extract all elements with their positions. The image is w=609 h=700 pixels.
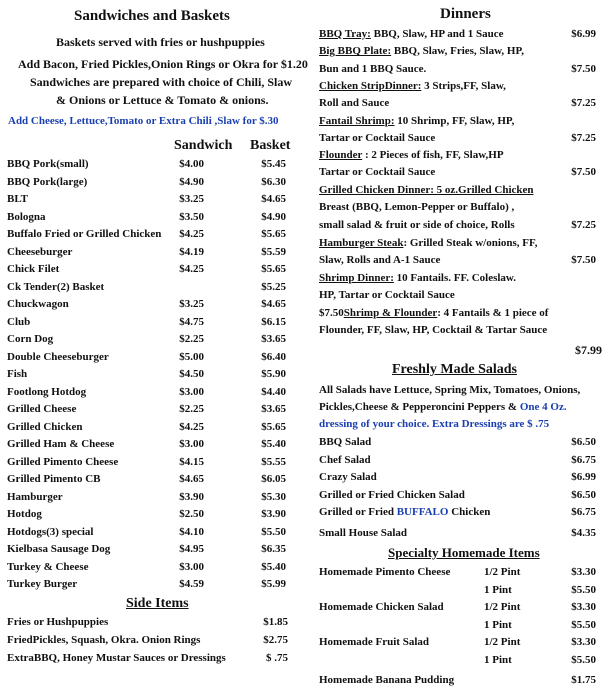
sandwich-price: $4.15 [179, 455, 204, 468]
dinner-desc: BBQ, Slaw, HP and 1 Sauce [370, 28, 504, 40]
item-name: Chick Filet [7, 263, 60, 275]
item-name: Hamburger [7, 490, 63, 503]
dinner-line1 [319, 28, 504, 40]
basket-price: $3.90 [261, 508, 286, 520]
basket-price: $5.65 [261, 420, 286, 433]
grilled-chicken-dinner-text: Grilled Chicken Dinner: 5 oz.Grilled Chicken [319, 184, 534, 196]
sandwich-price: $3.00 [179, 560, 204, 573]
basket-price: $5.65 [261, 263, 286, 275]
dinner-price: $7.50 [571, 62, 596, 75]
item-name: Double Cheeseburger [7, 350, 109, 363]
dinner-line1 [319, 45, 524, 57]
specialty-price: $5.50 [571, 653, 596, 666]
salad-name-text: Crazy Salad [319, 471, 377, 483]
shrimp-dinner-name: Shrimp Dinner: [319, 272, 394, 284]
dinner-price: $7.50 [571, 166, 596, 179]
sandwich-price: $4.59 [179, 578, 204, 590]
basket-price: $6.05 [261, 473, 286, 485]
basket-price: $5.40 [261, 560, 286, 573]
specialty-name: Homemade Pimento Cheese [319, 566, 451, 578]
item-name: Corn Dog [7, 333, 54, 345]
col-header-basket: Basket [250, 138, 291, 153]
basket-price: $4.90 [261, 210, 286, 223]
grilled-chicken-dinner-line2: Breast (BBQ, Lemon-Pepper or Buffalo) , [319, 201, 515, 213]
hamburger-steak-name: Hamburger Steak [319, 237, 404, 249]
specialty-size: 1/2 Pint [484, 601, 521, 613]
sandwich-price: $5.00 [179, 350, 204, 363]
dinner-name: Flounder [319, 149, 363, 162]
basket-price: $4.65 [261, 193, 286, 205]
basket-price: $4.65 [261, 298, 286, 310]
dinner-desc: 3 Strips,FF, Slaw, [421, 79, 506, 92]
hamburger-steak-desc: : Grilled Steak w/onions, FF, [403, 237, 538, 249]
salad-name-highlight: BUFFALO [396, 506, 449, 518]
dinner-price: $7.25 [571, 97, 596, 110]
sandwich-price: $4.75 [179, 315, 204, 328]
specialty-name: Homemade Banana Pudding [319, 674, 455, 686]
basket-price: $6.15 [261, 315, 286, 328]
dinner-line1 [319, 149, 504, 161]
shrimp-dinner-line1 [319, 272, 516, 284]
item-name: Grilled Cheese [7, 403, 77, 415]
salad-name [319, 454, 371, 466]
salad-name [319, 506, 490, 518]
item-name: BBQ Pork(large) [7, 175, 88, 188]
salad-name [319, 471, 377, 483]
item-name: Footlong Hotdog [7, 385, 87, 398]
dinner-name: BBQ Tray: [319, 28, 371, 40]
side-item-price: $1.85 [263, 616, 288, 628]
sandwich-price: $4.65 [179, 473, 204, 485]
baskets-note: Baskets served with fries or hushpuppies [56, 35, 265, 49]
sandwich-price: $4.50 [179, 368, 204, 380]
dinner-desc: 10 Shrimp, FF, Slaw, HP, [394, 114, 515, 127]
dinners-title: Dinners [440, 6, 491, 22]
salads-intro-2b: One 4 Oz. [519, 401, 567, 413]
basket-price: $5.45 [261, 158, 286, 170]
dinner-desc: BBQ, Slaw, Fries, Slaw, HP, [391, 45, 524, 58]
basket-price: $5.55 [261, 455, 286, 468]
sandwich-price: $3.00 [179, 385, 204, 398]
sandwich-price: $4.00 [179, 158, 204, 170]
sandwich-price: $4.25 [179, 228, 204, 240]
side-item-name: Fries or Hushpuppies [7, 616, 109, 628]
item-name: BBQ Pork(small) [7, 158, 89, 170]
shrimp-dinner-line2: HP, Tartar or Cocktail Sauce [319, 289, 455, 301]
basket-price: $5.50 [261, 525, 286, 538]
basket-price: $5.59 [261, 245, 286, 258]
add-ons-note: Add Bacon, Fried Pickles,Onion Rings or Okra for $1.20 [18, 57, 308, 71]
dinner-price: $6.99 [571, 28, 596, 40]
side-item-name: FriedPickles, Squash, Okra. Onion Rings [7, 634, 201, 646]
dinner-name: Fantail Shrimp: [319, 114, 395, 127]
specialty-size: 1/2 Pint [484, 566, 521, 578]
specialty-size: 1 Pint [484, 583, 512, 596]
sandwich-price: $4.25 [179, 420, 204, 433]
side-item-price: $ .75 [266, 652, 288, 664]
item-name: Chuckwagon [7, 298, 69, 310]
salad-name-text: Chef Salad [319, 453, 371, 466]
col-header-sandwich: Sandwich [174, 138, 233, 153]
basket-price: $6.30 [261, 175, 286, 188]
salad-price: $6.50 [571, 488, 596, 501]
dinner-line2: Bun and 1 BBQ Sauce. [319, 62, 427, 75]
specialty-size: 1 Pint [484, 653, 512, 666]
dinner-line2: Tartar or Cocktail Sauce [319, 166, 436, 179]
side-item-name: ExtraBBQ, Honey Mustar Sauces or Dressings [7, 652, 226, 664]
dinner-name: Chicken StripDinner: [319, 79, 422, 92]
item-name: Kielbasa Sausage Dog [7, 543, 111, 555]
item-name: Hotdog [7, 508, 42, 520]
item-name: Turkey & Cheese [7, 560, 89, 573]
basket-price: $6.35 [261, 543, 286, 555]
shrimp-dinner-price: $7.50 [319, 307, 344, 319]
basket-price: $5.40 [261, 438, 286, 450]
specialty-name: Homemade Chicken Salad [319, 601, 444, 613]
salads-intro-1: All Salads have Lettuce, Spring Mix, Tomatoes, Onions, [319, 384, 581, 396]
salad-price: $6.50 [571, 436, 596, 448]
basket-price: $3.65 [261, 403, 286, 415]
sandwich-price: $3.90 [179, 490, 204, 503]
dinner-name: Big BBQ Plate: [319, 45, 392, 58]
grilled-chicken-dinner-line3: small salad & fruit or side of choice, Rolls [319, 219, 515, 231]
salads-title: Freshly Made Salads [392, 362, 517, 377]
dinner-line1 [319, 115, 514, 127]
sandwich-price: $4.90 [179, 175, 204, 188]
dinner-line2: Roll and Sauce [319, 97, 390, 110]
item-name: Turkey Burger [7, 578, 78, 590]
dinner-line2: Tartar or Cocktail Sauce [319, 131, 436, 144]
dinner-desc: : 2 Pieces of fish, FF, Slaw,HP [362, 149, 504, 162]
basket-price: $6.40 [261, 350, 286, 363]
salads-intro-3: dressing of your choice. Extra Dressings are $ .75 [319, 418, 550, 430]
item-name: Cheeseburger [7, 245, 73, 258]
salad-price: $4.35 [571, 526, 596, 539]
item-name: Buffalo Fried or Grilled Chicken [7, 228, 162, 240]
sandwiches-title: Sandwiches and Baskets [74, 8, 230, 24]
item-name: Grilled Ham & Cheese [7, 438, 115, 450]
basket-price: $3.65 [261, 333, 286, 345]
specialty-price: $3.30 [571, 601, 596, 613]
sandwich-price: $4.95 [179, 543, 204, 555]
salad-name [319, 436, 371, 448]
dinner-line1 [319, 80, 506, 92]
side-item-price: $2.75 [263, 634, 288, 646]
item-name: BLT [7, 193, 29, 205]
item-name: Grilled Pimento CB [7, 473, 101, 485]
salads-intro-2 [319, 401, 567, 413]
basket-price: $5.99 [261, 578, 286, 590]
dinner-price: $7.25 [571, 131, 596, 144]
hamburger-steak-line2: Slaw, Rolls and A-1 Sauce [319, 254, 441, 266]
salad-name-text: Small House Salad [319, 526, 408, 539]
specialty-price: $1.75 [571, 674, 596, 686]
salads-intro-2a: Pickles,Cheese & Pepperoncini Peppers & [319, 401, 520, 413]
extras-note: Add Cheese, Lettuce,Tomato or Extra Chili ,Slaw for $.30 [8, 115, 279, 127]
sandwich-price: $2.50 [179, 508, 204, 520]
salad-name [319, 489, 465, 501]
item-name: Bologna [7, 210, 46, 223]
item-name: Hotdogs(3) special [7, 525, 94, 538]
sandwich-price: $4.10 [179, 525, 204, 538]
salad-price: $6.99 [571, 471, 596, 483]
salad-price: $6.75 [571, 506, 596, 518]
hamburger-steak-line1 [319, 237, 538, 249]
sandwich-price: $3.25 [179, 193, 204, 205]
grilled-chicken-dinner-line1 [319, 184, 534, 196]
salad-name-text: BBQ Salad [319, 436, 372, 448]
sandwich-price: $4.19 [179, 245, 204, 258]
sandwich-price: $4.25 [179, 263, 204, 275]
item-name: Fish [7, 368, 28, 380]
shrimp-flounder-name: Shrimp & Flounder [343, 307, 438, 319]
item-name: Ck Tender(2) Basket [7, 280, 105, 293]
specialty-price: $5.50 [571, 618, 596, 631]
shrimp-flounder-desc: : 4 Fantails & 1 piece of [437, 307, 549, 319]
specialty-size: 1 Pint [484, 618, 512, 631]
salad-price: $6.75 [571, 453, 596, 466]
basket-price: $5.90 [261, 368, 286, 380]
sandwich-price: $2.25 [179, 403, 204, 415]
specialty-title: Specialty Homemade Items [388, 545, 540, 560]
salad-name-text: Grilled or Fried Chicken Salad [319, 488, 465, 501]
item-name: Grilled Pimento Cheese [7, 455, 119, 468]
sandwich-prep-note: Sandwiches are prepared with choice of Chili, Slaw [30, 75, 293, 89]
shrimp-dinner-desc: 10 Fantails. FF. Coleslaw. [393, 272, 517, 284]
shrimp-flounder-line1 [319, 307, 548, 319]
sandwich-price: $3.25 [179, 298, 204, 310]
specialty-price: $5.50 [571, 583, 596, 596]
shrimp-flounder-line2: Flounder, FF, Slaw, HP, Cocktail & Tartar Sauce [319, 324, 548, 336]
specialty-size: 1/2 Pint [484, 636, 521, 648]
item-name: Club [7, 315, 31, 328]
hamburger-steak-price: $7.50 [571, 254, 596, 266]
sandwich-price: $3.00 [179, 438, 204, 450]
basket-price: $4.40 [261, 385, 286, 398]
item-name: Grilled Chicken [7, 420, 83, 433]
shrimp-flounder-price: $7.99 [575, 343, 602, 357]
sandwich-prep-note-2: & Onions or Lettuce & Tomato & onions. [56, 93, 269, 107]
sandwich-price: $2.25 [179, 333, 204, 345]
specialty-name: Homemade Fruit Salad [319, 636, 429, 648]
grilled-chicken-dinner-price: $7.25 [571, 219, 596, 231]
side-items-title: Side Items [126, 596, 189, 611]
sandwich-price: $3.50 [179, 210, 204, 223]
basket-price: $5.25 [261, 280, 286, 293]
salad-name-text: Grilled or Fried [319, 506, 397, 518]
basket-price: $5.65 [261, 228, 286, 240]
specialty-price: $3.30 [571, 636, 596, 648]
salad-name [319, 527, 407, 539]
salad-name-end: Chicken [448, 506, 491, 518]
specialty-price: $3.30 [571, 566, 596, 578]
basket-price: $5.30 [261, 490, 286, 503]
